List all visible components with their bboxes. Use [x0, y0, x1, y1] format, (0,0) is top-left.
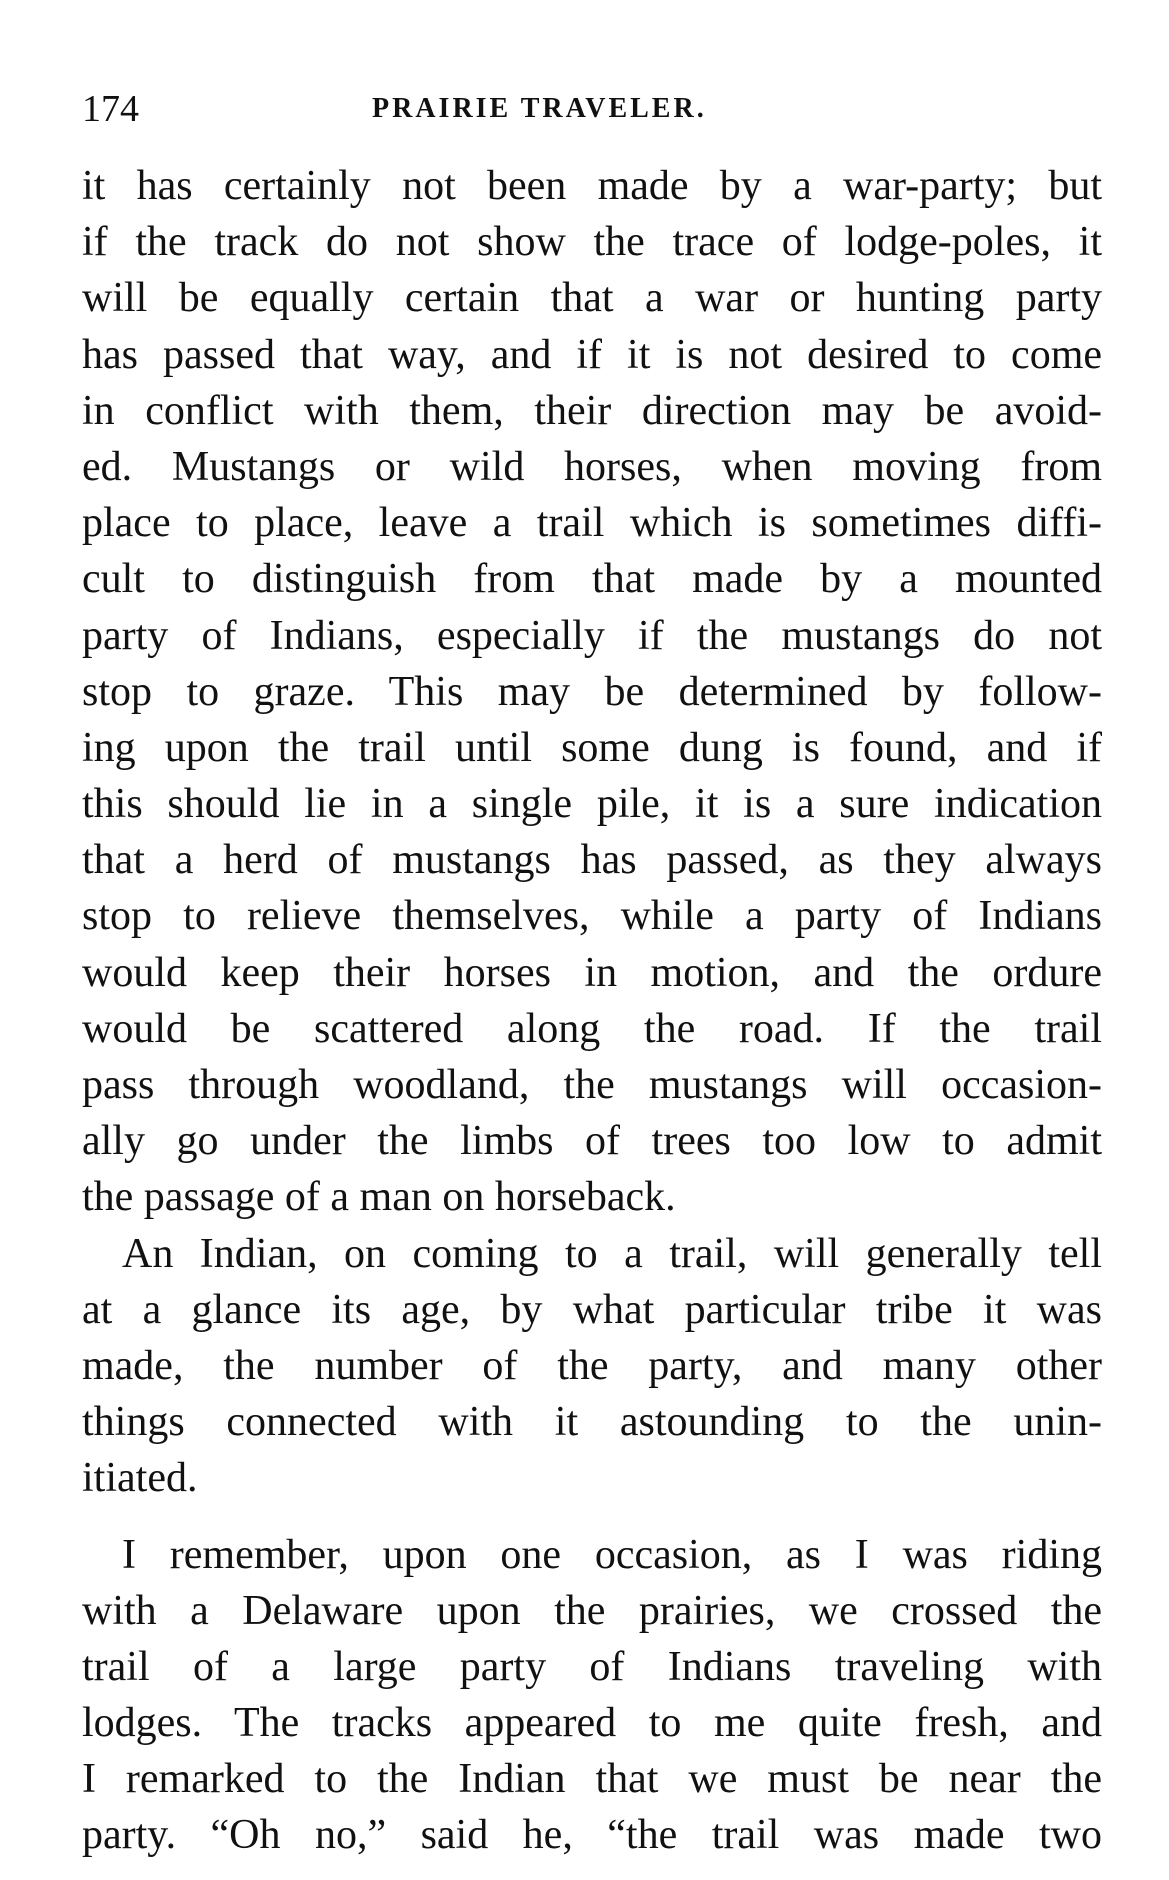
text-line: in conflict with them, their direction may be avoid- [82, 387, 1102, 434]
text-line: made, the number of the party, and many other [82, 1342, 1102, 1389]
text-line: if the track do not show the trace of lodge-poles, it [82, 219, 1102, 266]
paragraph-1 [82, 158, 1102, 1226]
paragraph-3 [82, 1527, 1102, 1864]
text-line: party. “Oh no,” said he, “the trail was made two [82, 1812, 1102, 1859]
text-line: will be equally certain that a war or hunting party [82, 275, 1102, 322]
text-line: pass through woodland, the mustangs will occasion- [82, 1062, 1102, 1108]
text-line: itiated. [82, 1455, 198, 1502]
text-line: at a glance its age, by what particular tribe it was [82, 1286, 1102, 1333]
text-line: this should lie in a single pile, it is a sure indication [82, 781, 1102, 828]
text-line: that a herd of mustangs has passed, as they always [82, 837, 1102, 884]
text-line: party of Indians, especially if the mustangs do not [82, 612, 1102, 659]
text-line: has passed that way, and if it is not desired to come [82, 331, 1102, 378]
body-text [82, 158, 1102, 1864]
text-line: cult to distinguish from that made by a mounted [82, 556, 1102, 603]
running-head [82, 84, 1102, 134]
text-line: An Indian, on coming to a trail, will generally tell [122, 1230, 1102, 1277]
text-line: with a Delaware upon the prairies, we crossed the [82, 1587, 1102, 1634]
text-line: things connected with it astounding to the unin- [82, 1399, 1102, 1446]
running-title: PRAIRIE TRAVELER. [372, 93, 707, 124]
page-number: 174 [82, 88, 139, 130]
text-line: ed. Mustangs or wild horses, when moving from [82, 443, 1102, 490]
text-line: I remember, upon one occasion, as I was riding [122, 1531, 1102, 1578]
text-line: lodges. The tracks appeared to me quite fresh, and [82, 1700, 1102, 1747]
paragraph-2 [82, 1226, 1102, 1507]
text-line: I remarked to the Indian that we must be near the [82, 1756, 1102, 1803]
text-line: stop to graze. This may be determined by follow- [82, 668, 1102, 715]
text-line: ing upon the trail until some dung is found, and if [82, 724, 1102, 771]
paragraph-gap [82, 1507, 1102, 1527]
text-line: would keep their horses in motion, and the ordure [82, 949, 1102, 996]
text-line: ally go under the limbs of trees too low to admit [82, 1118, 1102, 1165]
text-line: it has certainly not been made by a war-party; but [82, 163, 1102, 209]
text-line: trail of a large party of Indians traveling with [82, 1643, 1102, 1690]
text-line: place to place, leave a trail which is sometimes diffi- [82, 500, 1102, 547]
text-line: stop to relieve themselves, while a party of Indians [82, 893, 1102, 940]
text-line: the passage of a man on horseback. [82, 1174, 676, 1221]
text-line: would be scattered along the road. If the trail [82, 1005, 1102, 1052]
